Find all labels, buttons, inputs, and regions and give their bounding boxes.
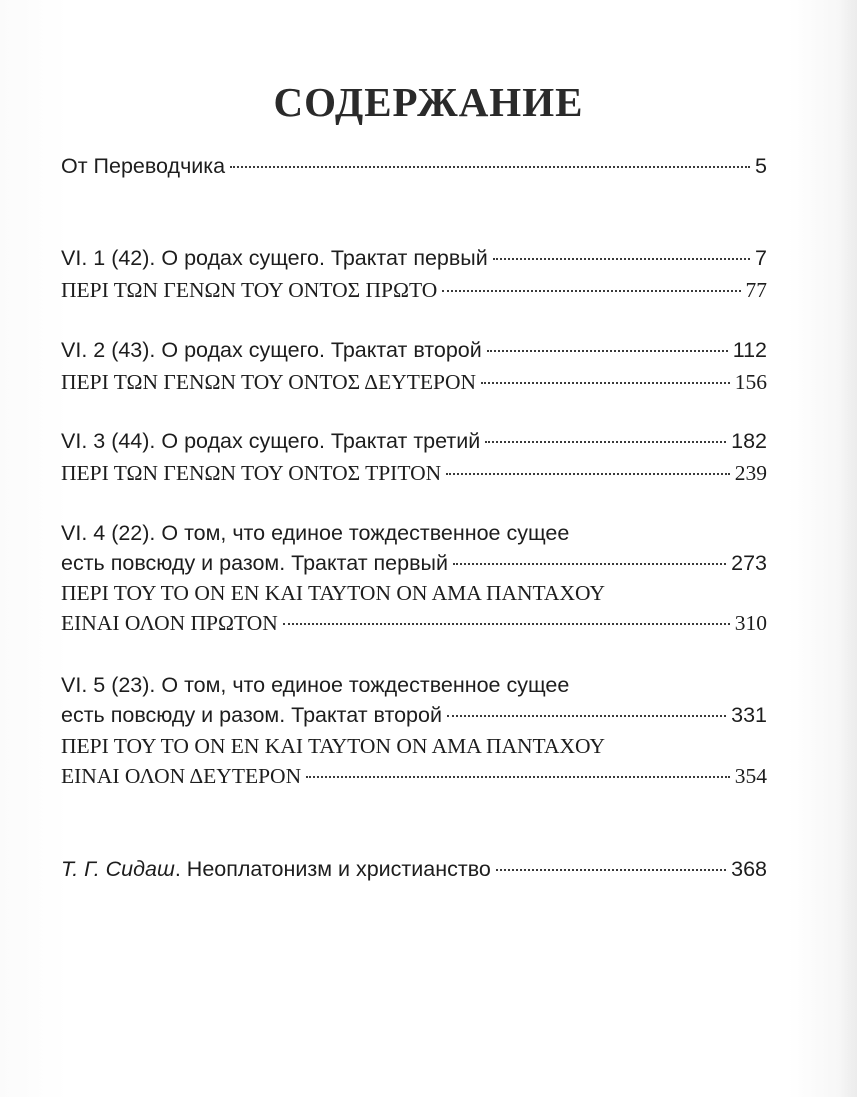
toc-entry[interactable] bbox=[61, 242, 767, 274]
dot-leader bbox=[481, 382, 730, 384]
toc-entry-title: VI. 1 (42). О родах сущего. Трактат первый bbox=[61, 246, 488, 270]
toc-entry[interactable] bbox=[61, 853, 767, 885]
dot-leader bbox=[447, 715, 726, 717]
toc-entry[interactable] bbox=[61, 425, 767, 457]
toc-page-number: 310 bbox=[734, 611, 767, 635]
toc-entry-title: ΠΕΡΙ ΤΩΝ ΓΕΝΩΝ ΤΟΥ ΟΝΤΟΣ ΤΡΙΤΟΝ bbox=[61, 461, 442, 485]
toc-entry-title: ΠΕΡΙ ΤΩΝ ΓΕΝΩΝ ΤΟΥ ΟΝΤΟΣ ΠΡΩΤΟ bbox=[61, 278, 438, 302]
dot-leader bbox=[442, 290, 740, 292]
toc-entry[interactable] bbox=[61, 547, 767, 579]
toc-entry[interactable] bbox=[61, 577, 767, 609]
dot-leader bbox=[446, 473, 730, 475]
dot-leader bbox=[487, 350, 728, 352]
dot-leader bbox=[230, 166, 750, 168]
toc-entry-title: VI. 4 (22). О том, что единое тождественное сущее bbox=[61, 521, 570, 545]
table-of-contents bbox=[61, 0, 767, 1097]
toc-page-number: 5 bbox=[755, 154, 767, 178]
toc-page-number: 77 bbox=[745, 278, 767, 302]
toc-entry-title: ΠΕΡΙ ΤΩΝ ΓΕΝΩΝ ΤΟΥ ΟΝΤΟΣ ΔΕΥΤΕΡΟΝ bbox=[61, 370, 477, 394]
dot-leader bbox=[496, 869, 726, 871]
toc-entry-title: есть повсюду и разом. Трактат первый bbox=[61, 551, 448, 575]
toc-entry-author: Т. Г. Сидаш bbox=[61, 857, 175, 881]
toc-page-number: 354 bbox=[734, 764, 767, 788]
page-title: СОДЕРЖАНИЕ bbox=[273, 79, 584, 125]
toc-entry[interactable] bbox=[61, 274, 767, 306]
toc-entry[interactable] bbox=[61, 699, 767, 731]
toc-entry[interactable] bbox=[61, 457, 767, 489]
toc-entry[interactable] bbox=[61, 150, 767, 182]
toc-page-number: 368 bbox=[731, 857, 767, 881]
toc-entry[interactable] bbox=[61, 334, 767, 366]
toc-page-number: 7 bbox=[755, 246, 767, 270]
toc-entry[interactable] bbox=[61, 607, 767, 639]
toc-entry-title: VI. 3 (44). О родах сущего. Трактат третий bbox=[61, 429, 481, 453]
toc-entry-title: VI. 5 (23). О том, что единое тождественное сущее bbox=[61, 673, 570, 697]
toc-entry-title: ΠΕΡΙ ΤΟΥ ΤΟ ΟΝ ΕΝ ΚΑΙ ΤΑΥΤΟΝ ΟΝ ΑΜΑ ΠΑΝΤΑΧΟΥ bbox=[61, 581, 605, 605]
toc-page-number: 331 bbox=[731, 703, 767, 727]
toc-entry-title: ΕΙΝΑΙ ΟΛΟΝ ΠΡΩΤΟΝ bbox=[61, 611, 278, 635]
toc-entry-title-rest: . Неоплатонизм и христианство bbox=[174, 857, 491, 881]
dot-leader bbox=[453, 563, 726, 565]
toc-entry[interactable] bbox=[61, 517, 767, 549]
toc-page-number: 112 bbox=[732, 338, 767, 362]
dot-leader bbox=[485, 441, 726, 443]
dot-leader bbox=[493, 258, 750, 260]
toc-page-number: 239 bbox=[734, 461, 767, 485]
dot-leader bbox=[306, 776, 730, 778]
toc-entry-title: ΠΕΡΙ ΤΟΥ ΤΟ ΟΝ ΕΝ ΚΑΙ ΤΑΥΤΟΝ ΟΝ ΑΜΑ ΠΑΝΤΑΧΟΥ bbox=[61, 734, 605, 758]
toc-entry-title: От Переводчика bbox=[61, 154, 226, 178]
toc-page-number: 273 bbox=[731, 551, 767, 575]
toc-entry[interactable] bbox=[61, 366, 767, 398]
toc-entry-title bbox=[61, 853, 491, 885]
toc-entry[interactable] bbox=[61, 669, 767, 701]
toc-entry[interactable] bbox=[61, 730, 767, 762]
page-edge-shadow bbox=[839, 0, 857, 1097]
toc-entry-title: есть повсюду и разом. Трактат второй bbox=[61, 703, 442, 727]
dot-leader bbox=[283, 623, 730, 625]
toc-page-number: 182 bbox=[731, 429, 767, 453]
toc-entry[interactable] bbox=[61, 760, 767, 792]
toc-entry-title: VI. 2 (43). О родах сущего. Трактат второй bbox=[61, 338, 482, 362]
toc-entry-title: ΕΙΝΑΙ ΟΛΟΝ ΔΕΥΤΕΡΟΝ bbox=[61, 764, 302, 788]
toc-page-number: 156 bbox=[734, 370, 767, 394]
